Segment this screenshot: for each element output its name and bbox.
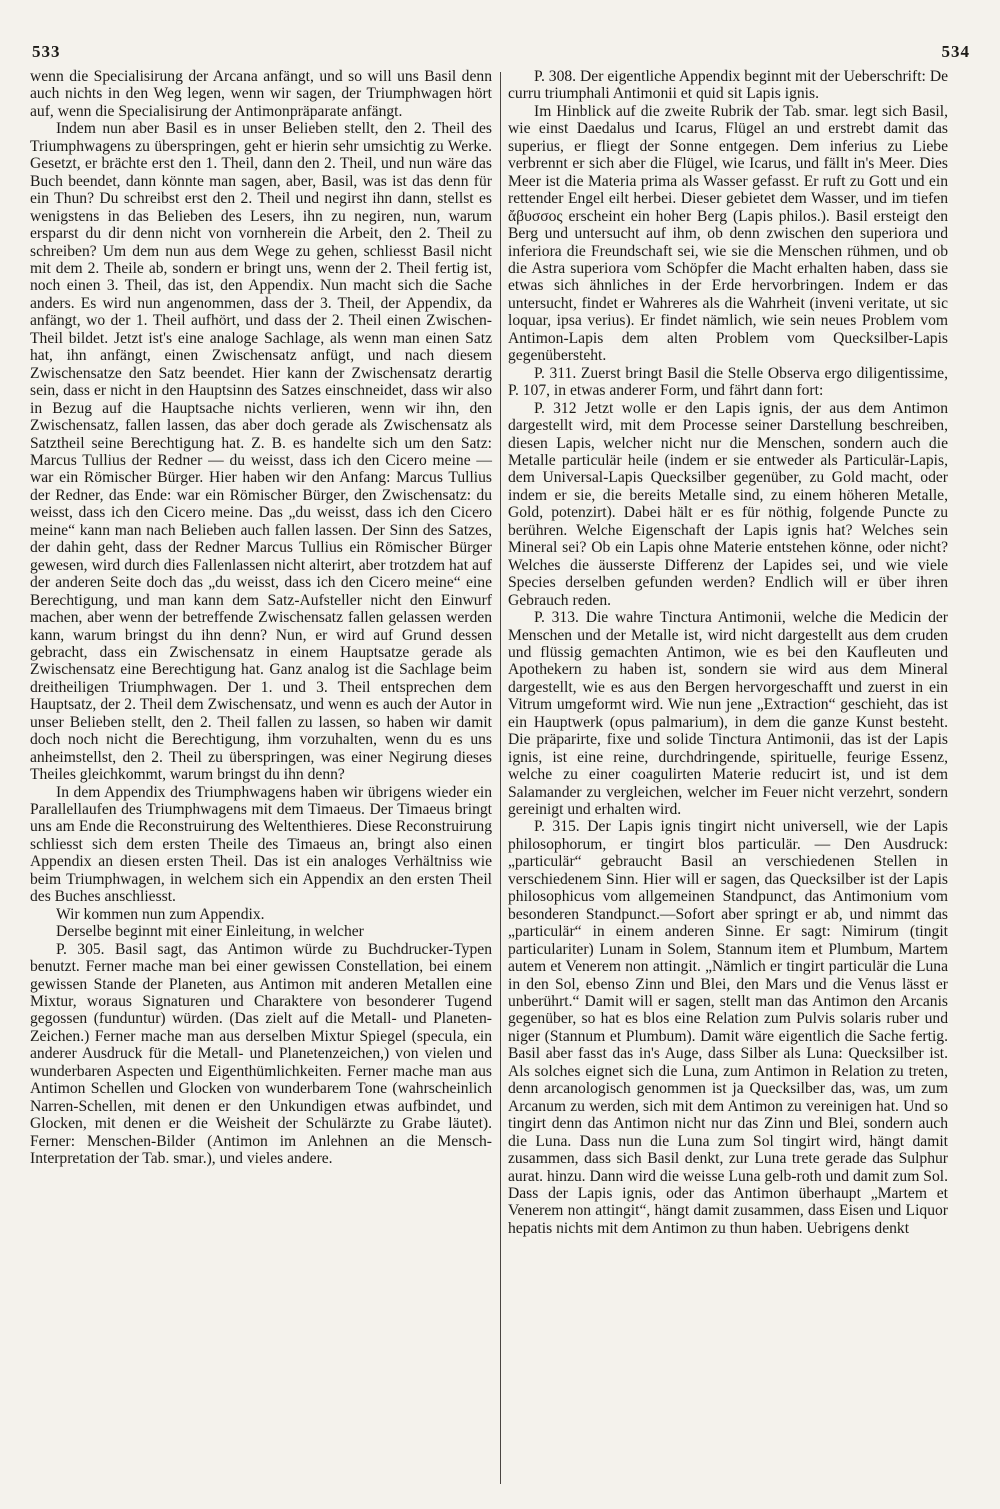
paragraph-timaeus-appendix: In dem Appendix des Triumphwagens haben wir übrigens wieder ein Parallellaufen des Triumphwagens mit dem Timaeus. Der Timaeus bringt uns am Ende die Reconstruirung des Weltenthieres. Diese Reconstruirung schliesst sich dem ersten Theile des Timaeus an, bringt also einen Appendix an diesen ersten Theil. Das ist ein analoges Verhältniss wie beim Triumphwagen, in welchem sich ein Appendix an den ersten Theil des Buches anschliesst.: [30, 783, 492, 906]
paragraph-continued: wenn die Specialisirung der Arcana anfängt, und so will uns Basil denn auch nichts in den Weg legen, wenn wir sagen, der Triumphwagen hört auf, wenn die Specialisirung der Antimonpräparate anfängt.: [30, 68, 492, 120]
paragraph-appendix-intro: Wir kommen nun zum Appendix.: [56, 905, 265, 923]
paragraph-einleitung: Derselbe beginnt mit einer Einleitung, in welcher: [56, 923, 364, 941]
paragraph-p315: P. 315. Der Lapis ignis tingirt nicht universell, wie der Lapis philosophorum, er tingirt blos particulär. — Den Ausdruck: „particulär“ gebraucht Basil an verschiedenen Stellen in verschiedenem Sinn. Hier will er sagen, das Quecksilber ist der Lapis philosophicus vom allgemeinen Standpunct, das Antimonium vom besonderen Standpunct.—Sofort aber springt er ab, und nimmt das „particulär“ in einem anderen Sinne. Er sagt: Nimirum (tingit particulariter) Lunam in Solem, Stannum item et Plumbum, Martem autem et Venerem non attingit. „Nämlich er tingirt particulär die Luna in den Sol, ebenso Zinn und Blei, den Mars und die Venus lässt er unberührt.“ Damit will er sagen, stellt man das Antimon den Arcanis gegenüber, so hat es blos eine Relation zum Pulvis solaris ruber und niger (Stannum et Plumbum). Damit wäre eigentlich die Sache fertig. Basil aber fasst das in's Auge, dass Silber als Luna: Quecksilber ist. Als solches eignet sich die Luna, zum Antimon in Relation zu treten, denn arcanologisch genommen ist ja Quecksilber das, was, um zum Arcanum zu werden, sich mit dem Antimon zu vereinigen hat. Und so tingirt denn das Antimon nicht nur das Zinn und Blei, sondern auch die Luna. Dass nun die Luna zum Sol tingirt wird, hängt damit zusammen, dass sich Basil denkt, zur Luna trete gerade das Sulphur aurat. hinzu. Dann wird die weisse Luna gelb-roth und damit zum Sol. Dass der Lapis ignis, oder das Antimon überhaupt „Martem et Venerem non attingit“, hängt damit zusammen, dass Eisen und Liquor hepatis nichts mit dem Antimon zu thun haben. Uebrigens denkt: [508, 818, 948, 1237]
right-page-number: 534: [941, 42, 970, 61]
left-text-column: [30, 68, 492, 1168]
paragraph-icarus: Im Hinblick auf die zweite Rubrik der Tab. smar. legt sich Basil, wie einst Daedalus und Icarus, Flügel an und erstrebt damit das superius, er fliegt der Sonne entgegen. Dem inferius zu Liebe verbrennt er sich aber die Flügel, wie Icarus, und fällt in's Meer. Dies Meer ist die Materia prima als Wasser gefasst. Er ruft zu Gott und ein rettender Engel eilt herbei. Dieser gebietet dem Wasser, und im tiefen ἄβυσσος erscheint ein hoher Berg (Lapis philos.). Basil ersteigt den Berg und untersucht auf ihm, ob denn zwischen den superiora und inferiora die Freundschaft sei, wie sie die Menschen rühmen, und ob die Astra superiora vom Schöpfer die Macht erhalten haben, dass sie etwas sich ähnliches in der Erde hervorbringen. Indem er das untersucht, findet er Wahreres als die Wahrheit (inveni veritate, ut sic loquar, ipsa verius). Er findet nämlich, wie sein neues Problem vom Antimon-Lapis dem alten Problem vom Quecksilber-Lapis gegenübersteht.: [508, 102, 948, 365]
paragraph-p312: P. 312 Jetzt wolle er den Lapis ignis, der aus dem Antimon dargestellt wird, mit dem Processe seiner Darstellung beschreiben, diesen Lapis, welcher nicht nur die Menschen, sondern auch die Metalle particulär heile (indem er sie entweder als Particulär-Lapis, dem Universal-Lapis Quecksilber gegenüber, zu Gold macht, oder indem er sie, die bereits Metalle sind, zu einem höheren Metalle, Gold, potenzirt). Dabei hält er es für nöthig, folgende Puncte zu berühren. Welche Eigenschaft der Lapis ignis hat? Welches sein Mineral sei? Ob ein Lapis ohne Materie entstehen könne, oder nicht? Welches die äusserste Differenz der Lapides sei, und wie viele Species derselben gefunden werden? Endlich will er über ihren Gebrauch reden.: [508, 399, 948, 609]
left-page-number: 533: [32, 42, 61, 61]
paragraph-p305: P. 305. Basil sagt, das Antimon würde zu Buchdrucker-Typen benutzt. Ferner mache man bei einer gewissen Constellation, bei einem gewissen Stande der Planeten, aus Antimon mit anderen Metallen eine Mixtur, woraus Signaturen und Charaktere von besonderer Tugend gegossen (funduntur) würden. (Das zielt auf die Metall- und Planeten-Zeichen.) Ferner mache man aus derselben Mixtur Spiegel (specula, ein anderer Ausdruck für die Metall- und Planetenzeichen,) von vielen und wunderbaren Aspecten und Eigenthümlichkeiten. Ferner mache man aus Antimon Schellen und Glocken von wunderbarem Tone (wahrscheinlich Narren-Schellen, mit denen er den Unkundigen etwas aufbindet, und Glocken, mit denen er die Weisheit der Schulärzte zu Grabe läutet). Ferner: Menschen-Bilder (Antimon im Anlehnen an die Mensch-Interpretation der Tab. smar.), und vieles andere.: [30, 940, 492, 1168]
right-text-column: [508, 68, 948, 1237]
paragraph-p313: P. 313. Die wahre Tinctura Antimonii, welche die Medicin der Menschen und der Metalle ist, wird nicht dargestellt aus dem cruden und flüssig gemachten Antimon, wie es bei den Kaufleuten und Apothekern zu haben ist, sondern sie wird aus dem Mineral dargestellt, wie es aus den Bergen hervorgeschafft und zuerst in ein Vitrum umgeformt wird. Wie nun jene „Extraction“ geschieht, das ist ein Hauptwerk (opus palmarium), in dem die ganze Kunst besteht. Die präparirte, fixe und solide Tinctura Antimonii, das ist der Lapis ignis, ist eine reine, durchdringende, spirituelle, feurige Essenz, welche zu einer coagulirten Materie reducirt ist, und ist dem Salamander zu vergleichen, welcher im Feuer nicht verzehrt, sondern gereinigt und erhalten wird.: [508, 609, 948, 819]
column-divider: [500, 72, 501, 1484]
paragraph-p308: P. 308. Der eigentliche Appendix beginnt mit der Ueberschrift: De curru triumphali Antimonii et quid sit Lapis ignis.: [508, 68, 948, 103]
paragraph-zwischensatz: Indem nun aber Basil es in unser Belieben stellt, den 2. Theil des Triumphwagens zu überspringen, geht er hierin sehr umsichtig zu Werke. Gesetzt, er brächte erst den 1. Theil, dann den 2. Theil, und nun wäre das Buch beendet, dann könnte man sagen, aber, Basil, was ist das denn für ein Thun? Du schreibst erst den 2. Theil und negirst ihn dann, stellst es wenigstens in das Belieben des Lesers, ihn zu negiren, nun, warum ersparst du dir denn nicht von vornherein die Arbeit, den 2. Theil zu schreiben? Um dem nun aus dem Wege zu gehen, schliesst Basil nicht mit dem 2. Theile ab, sondern er bringt uns, wenn der 2. Theil fertig ist, noch einen 3. Theil, das ist, den Appendix. Nun macht sich die Sache anders. Es wird nun angenommen, dass der 3. Theil, der Appendix, da anfängt, wo der 1. Theil aufhört, und dass der 2. Theil einen Zwischen-Theil bildet. Jetzt ist's eine analoge Sachlage, als wenn man einen Satz hat, ihn anfängt, einen Zwischensatz anfügt, und nach diesem Zwischensatze den Satz beendet. Hier kann der Zwischensatz derartig sein, dass er nicht in den Hauptsinn des Satzes einschneidet, dass wir also in Bezug auf die Hauptsache nichts verlieren, wenn wir ihn, den Zwischensatz, fallen lassen, das aber doch gerade als Zwischensatz als Satztheil seine Berechtigung hat. Z. B. es handelte sich um den Satz: Marcus Tullius der Redner — du weisst, dass ich den Cicero meine — war ein Römischer Bürger. Hier haben wir den Anfang: Marcus Tullius der Redner, das Ende: war ein Römischer Bürger, den Zwischensatz: du weisst, dass ich den Cicero meine. Das „du weisst, dass ich den Cicero meine“ kann man nach Belieben auch fallen lassen. Der Sinn des Satzes, der dahin geht, dass der Redner Marcus Tullius ein Römischer Bürger gewesen, wird durch dies Fallenlassen nicht alterirt, aber trotzdem hat auf der anderen Seite doch das „du weisst, dass ich den Cicero meine“ eine Berechtigung, und man kann dem Satz-Aufsteller nicht den Einwurf machen, aber wenn der betreffende Zwischensatz fallen gelassen werden kann, warum bringst du ihn denn? Nun, er wird auf Grund dessen gebracht, dass ein Zwischensatz in einem Hauptsatze gerade als Zwischensatz eine Berechtigung hat. Ganz analog ist die Sachlage beim dreitheiligen Triumphwagen. Der 1. und 3. Theil entsprechen dem Hauptsatz, der 2. Theil dem Zwischensatz, und wenn es auch der Autor in unser Belieben stellt, den 2. Theil fallen zu lassen, so haben wir damit doch noch nicht die Berechtigung, ihm vorzuhalten, wenn du es uns anheimstellst, den 2. Theil zu überspringen, was einer Negirung dieses Theiles gleichkommt, warum bringst du ihn denn?: [30, 120, 492, 784]
paragraph-p311: P. 311. Zuerst bringt Basil die Stelle Observa ergo diligentissime, P. 107, in etwas anderer Form, und fährt dann fort:: [508, 364, 948, 400]
